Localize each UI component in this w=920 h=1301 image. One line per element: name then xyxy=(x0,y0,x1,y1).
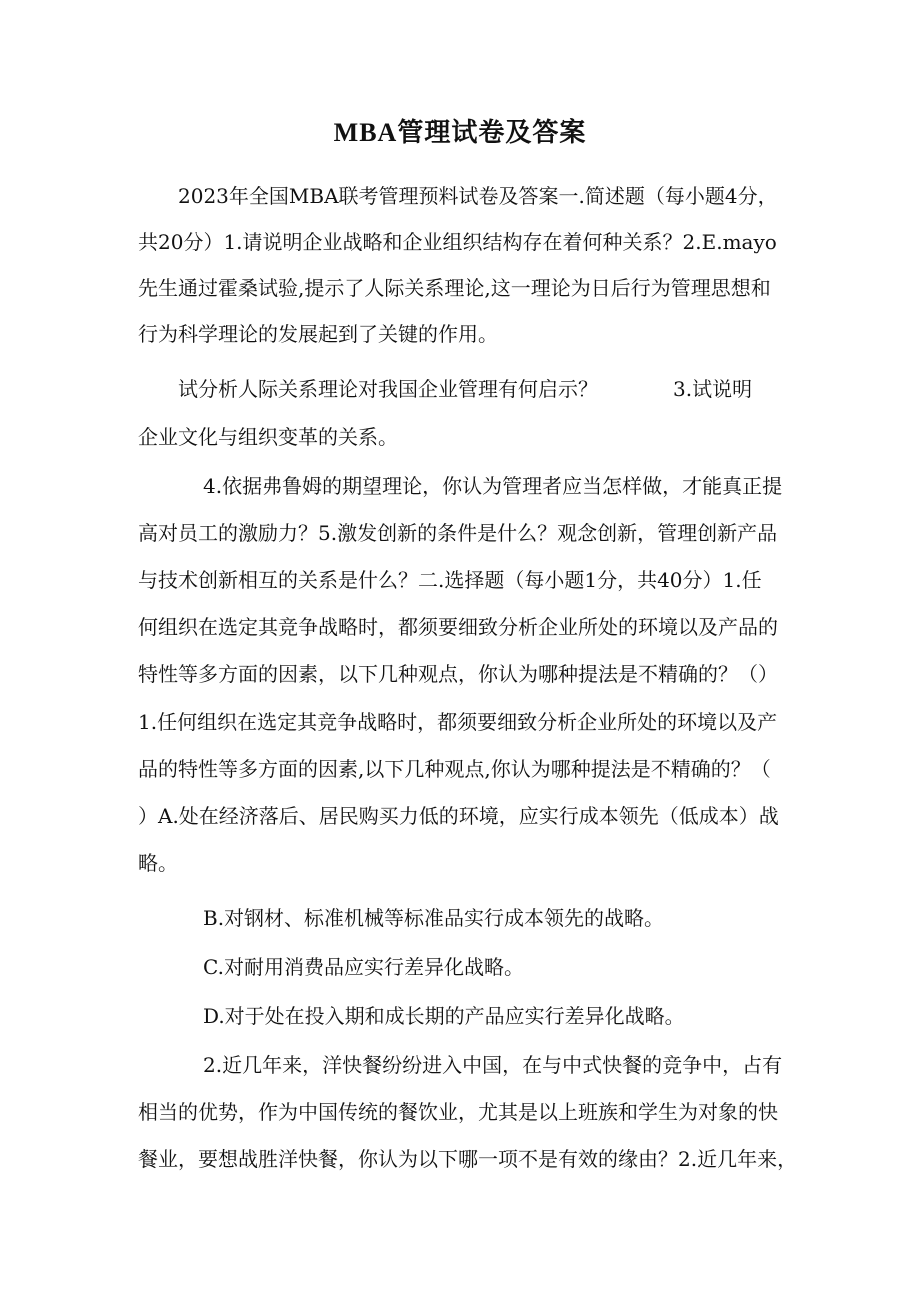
text-line: 2.近几年来，洋快餐纷纷进入中国，在与中式快餐的竞争中，占有 xyxy=(203,1053,783,1077)
text-line: 品的特性等多方面的因素,以下几种观点,你认为哪种提法是不精确的？（ xyxy=(138,757,771,781)
text-line: 行为科学理论的发展起到了关键的作用。 xyxy=(138,322,498,346)
text-line: D.对于处在投入期和成长期的产品应实行差异化战略。 xyxy=(203,1004,685,1028)
text-line: 何组织在选定其竞争战略时，都须要细致分析企业所处的环境以及产品的 xyxy=(138,615,778,639)
text-line: 略。 xyxy=(138,851,178,875)
text-line: ）A.处在经济落后、居民购买力低的环境，应实行成本领先（低成本）战 xyxy=(138,804,779,828)
text-line: 与技术创新相互的关系是什么？二.选择题（每小题1分，共40分）1.任 xyxy=(138,568,762,592)
text-line: 企业文化与组织变革的关系。 xyxy=(138,425,398,449)
text-line: 3.试说明 xyxy=(673,377,753,401)
text-line: 1.任何组织在选定其竞争战略时，都须要细致分析企业所处的环境以及产 xyxy=(138,710,778,734)
text-line: 共20分）1.请说明企业战略和企业组织结构存在着何种关系？2.E.mayo xyxy=(138,230,777,254)
text-line: 相当的优势，作为中国传统的餐饮业，尤其是以上班族和学生为对象的快 xyxy=(138,1100,778,1124)
text-line: 4.依据弗鲁姆的期望理论，你认为管理者应当怎样做，才能真正提 xyxy=(203,474,783,498)
text-line: 试分析人际关系理论对我国企业管理有何启示？ xyxy=(178,377,598,401)
text-line: 2023年全国MBA联考管理预料试卷及答案一.简述题（每小题4分， xyxy=(178,184,778,208)
text-line: 特性等多方面的因素，以下几种观点，你认为哪种提法是不精确的？（） xyxy=(138,662,778,686)
text-line: 高对员工的激励力？5.激发创新的条件是什么？观念创新，管理创新产品 xyxy=(138,521,778,545)
text-line: B.对钢材、标准机械等标准品实行成本领先的战略。 xyxy=(203,906,665,930)
text-line: 餐业，要想战胜洋快餐，你认为以下哪一项不是有效的缘由？2.近几年来， xyxy=(138,1147,798,1171)
text-line: C.对耐用消费品应实行差异化战略。 xyxy=(203,955,524,979)
page-title: MBA管理试卷及答案 xyxy=(333,118,587,147)
text-line: 先生通过霍桑试验,提示了人际关系理论,这一理论为日后行为管理思想和 xyxy=(138,276,771,300)
